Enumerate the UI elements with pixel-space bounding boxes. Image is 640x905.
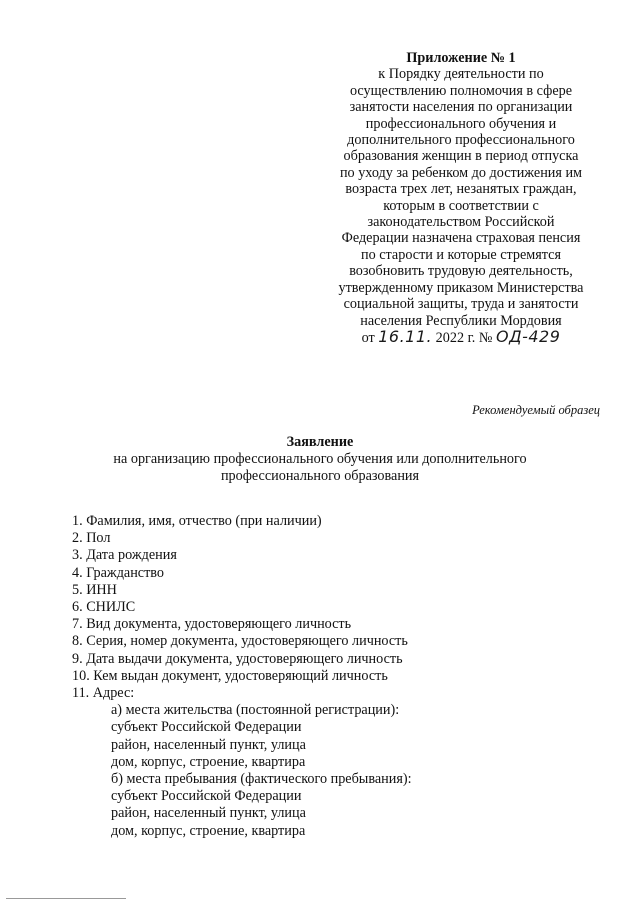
- application-title: Заявление: [286, 434, 354, 450]
- appendix-line: Федерации назначена страховая пенсия: [341, 230, 581, 247]
- form-field-item: 6. СНИЛС: [72, 599, 136, 616]
- handwritten-order-number: ОД-429: [496, 326, 561, 346]
- appendix-line: законодательством Российской: [367, 214, 555, 231]
- address-subitem: район, населенный пункт, улица: [111, 805, 306, 822]
- appendix-line: образования женщин в период отпуска: [343, 148, 579, 165]
- form-field-item: 5. ИНН: [72, 581, 117, 598]
- form-field-item: 11. Адрес:: [72, 685, 135, 702]
- address-subitem: субъект Российской Федерации: [111, 719, 302, 736]
- date-prefix: от: [361, 329, 375, 346]
- address-subitem: субъект Российской Федерации: [111, 788, 302, 805]
- appendix-line: по старости и которые стремятся: [361, 246, 561, 263]
- appendix-title: Приложение № 1: [406, 50, 516, 66]
- form-field-item: 8. Серия, номер документа, удостоверяющего личность: [72, 633, 408, 650]
- appendix-line: социальной защиты, труда и занятости: [343, 296, 579, 313]
- address-subitem: дом, корпус, строение, квартира: [111, 753, 306, 770]
- appendix-line: дополнительного профессионального: [347, 132, 575, 149]
- form-fields-list: [72, 513, 412, 840]
- handwritten-date: 16.11.: [378, 326, 433, 346]
- appendix-line: осуществлению полномочия в сфере: [349, 82, 573, 99]
- recommended-sample-label: Рекомендуемый образец: [472, 403, 600, 417]
- application-subtitle-line: на организацию профессионального обучения или дополнительного: [113, 451, 527, 467]
- address-subitem: дом, корпус, строение, квартира: [111, 822, 306, 839]
- appendix-line: утвержденному приказом Министерства: [338, 279, 584, 296]
- appendix-line: к Порядку деятельности по: [378, 66, 544, 83]
- date-year: 2022 г. №: [435, 329, 493, 346]
- address-subitem: б) места пребывания (фактического пребывания):: [111, 771, 412, 788]
- application-subtitle-line: профессионального образования: [220, 468, 420, 484]
- scan-edge-mark: [6, 898, 126, 899]
- address-subitem: район, населенный пункт, улица: [111, 736, 306, 753]
- form-field-item: 4. Гражданство: [72, 564, 164, 581]
- appendix-date-line: [296, 326, 626, 346]
- appendix-line: профессионального обучения и: [365, 115, 557, 132]
- appendix-line: населения Республики Мордовия: [360, 312, 562, 329]
- form-field-item: 10. Кем выдан документ, удостоверяющий личность: [72, 667, 388, 684]
- appendix-line: возраста трех лет, незанятых граждан,: [345, 181, 577, 198]
- form-field-item: 1. Фамилия, имя, отчество (при наличии): [72, 513, 322, 529]
- appendix-line: возобновить трудовую деятельность,: [349, 263, 573, 280]
- appendix-block: [296, 50, 626, 346]
- address-subitem: а) места жительства (постоянной регистрации):: [111, 702, 400, 719]
- form-field-item: 7. Вид документа, удостоверяющего личность: [72, 616, 352, 633]
- appendix-line: по уходу за ребенком до достижения им: [339, 164, 583, 181]
- form-field-item: 9. Дата выдачи документа, удостоверяющего личность: [72, 650, 403, 667]
- appendix-line: занятости населения по организации: [349, 99, 573, 116]
- form-field-item: 2. Пол: [72, 530, 111, 547]
- application-heading: [0, 434, 640, 485]
- appendix-line: которым в соответствии с: [383, 197, 539, 214]
- form-field-item: 3. Дата рождения: [72, 547, 177, 564]
